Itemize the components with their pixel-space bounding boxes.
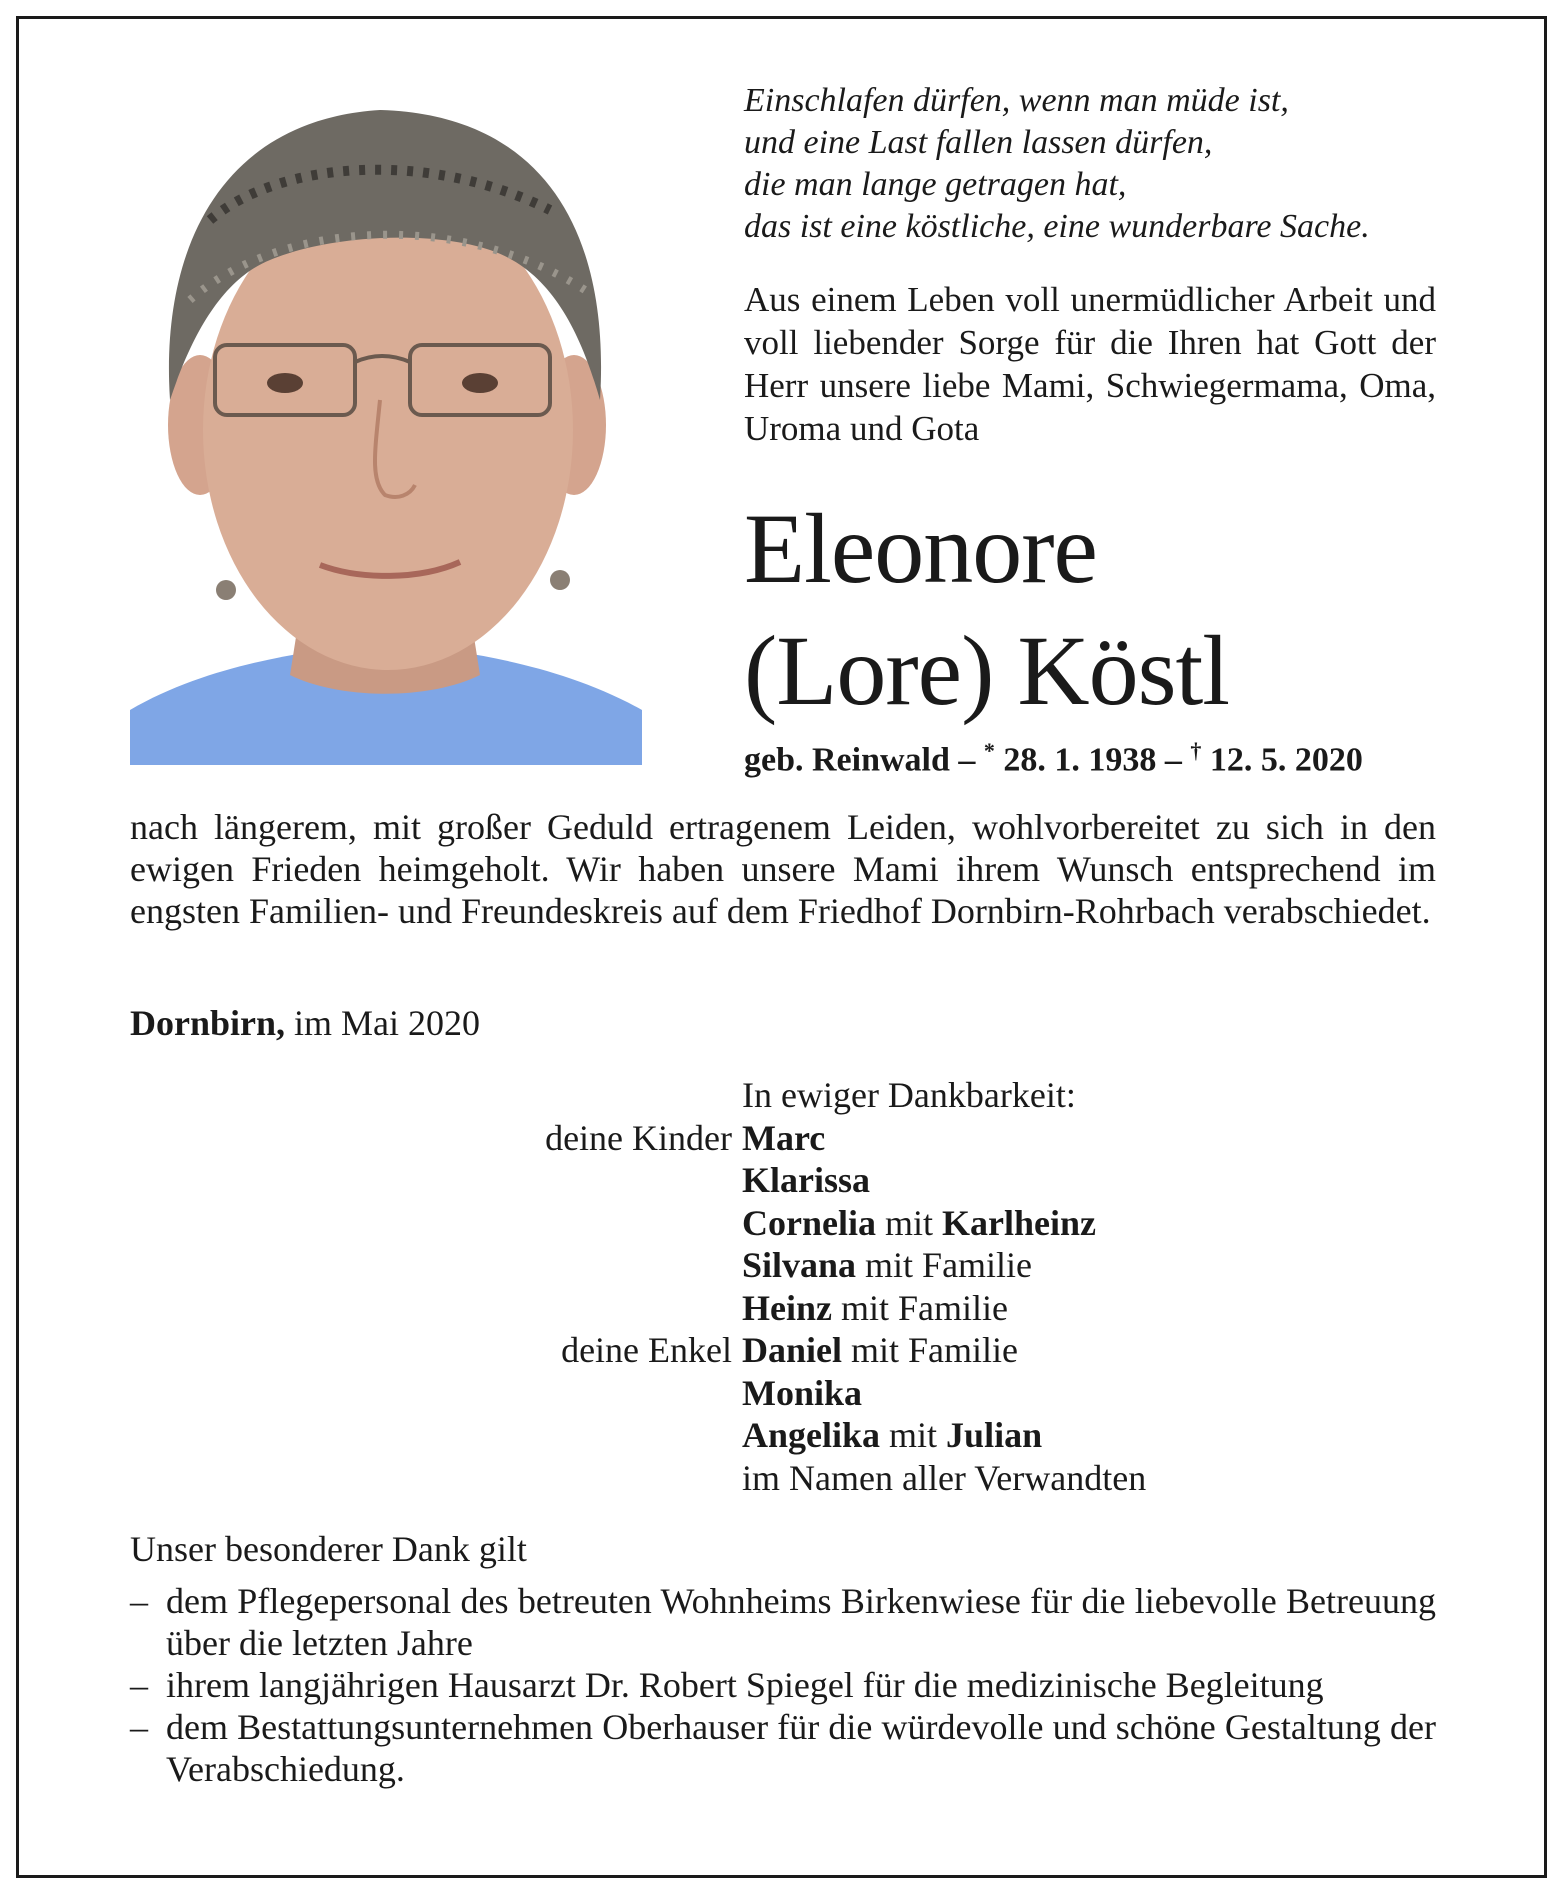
died-mark: † [1190,738,1202,763]
family-relation-label [430,1372,742,1415]
poem-line: Einschlafen dürfen, wenn man müde ist, [744,82,1289,119]
thanks-item [130,1580,1436,1664]
family-relation-label [430,1287,742,1330]
name-line-2: (Lore) Köstl [744,615,1230,726]
family-member-rest: mit Familie [831,1287,1008,1328]
birth-date: 28. 1. 1938 [994,741,1157,779]
family-relation-label: deine Kinder [545,1117,732,1158]
family-member-rest: mit Familie [856,1245,1033,1285]
family-member [742,1372,862,1415]
body-paragraph: nach längerem, mit großer Geduld ertragenem Leiden, wohlvorbereitet zu sich in den ewigen Frieden heimgeholt. Wir haben unsere Mami ihrem Wunsch entsprechend im engsten Familien- und Freundeskreis auf dem Friedhof Dornbirn-Rohrbach verabschiedet. [130,807,1436,931]
maiden-name: geb. Reinwald [744,741,950,779]
family-member-name: Marc [742,1117,826,1158]
place-city: Dornbirn, [130,1003,286,1043]
family-row [430,1329,1330,1372]
portrait-illustration [130,100,642,765]
death-date: 12. 5. 2020 [1201,741,1363,779]
family-member [742,1457,1146,1500]
portrait-photo [130,100,642,765]
thanks-dash: – [130,1581,148,1621]
family-relation-label [430,1244,742,1287]
family-member-partner: Julian [946,1415,1043,1455]
family-rows [430,1117,1330,1500]
thanks-item [130,1706,1436,1790]
birth-death-line [744,730,1504,781]
family-member [742,1329,1018,1372]
place-date [130,1002,830,1044]
family-member-name: Monika [742,1372,863,1413]
place-date-text: im Mai 2020 [285,1003,481,1043]
deceased-name [744,488,1504,732]
family-row [430,1202,1330,1245]
family-member-rest: im Namen aller Verwandten [742,1457,1147,1498]
family-member-rest: mit [875,1202,942,1243]
family-row [430,1117,1330,1160]
thanks-item-text: ihrem langjährigen Hausarzt Dr. Robert Spiegel für die medizinische Begleitung [166,1665,1324,1705]
family-member-name: Angelika [742,1415,881,1455]
family-member [742,1117,825,1160]
family-member [742,1287,1008,1330]
family-relation-label [430,1159,742,1202]
family-member [742,1202,1096,1245]
family-header: In ewiger Dankbarkeit: [742,1075,1076,1115]
thanks-dash: – [130,1707,148,1747]
thanks-item-text: dem Bestattungsunternehmen Oberhauser für die würdevolle und schöne Gestaltung der Verabschiedung. [166,1707,1436,1789]
family-member [742,1244,1032,1287]
thanks-item [130,1664,1436,1706]
family-relation-label: deine Enkel [561,1330,732,1370]
family-row [430,1414,1330,1457]
family-member-name: Heinz [742,1287,832,1328]
family-relation-label [430,1202,742,1245]
born-mark: * [983,738,995,763]
separator: – [1156,741,1191,779]
thanks-section [130,1528,1436,1790]
family-relation-label [430,1457,742,1500]
family-member-name: Daniel [742,1330,843,1370]
poem-line: und eine Last fallen lassen dürfen, [744,124,1213,161]
family-member-name: Cornelia [742,1202,876,1243]
family-row [430,1372,1330,1415]
poem-line: das ist eine köstliche, eine wunderbare Sache. [744,208,1370,245]
family-relation-label [430,1414,742,1457]
family-row [430,1244,1330,1287]
family-member-partner: Karlheinz [942,1202,1096,1243]
family-member-rest: mit Familie [842,1330,1019,1370]
poem [744,80,1504,248]
family-member [742,1159,870,1202]
thanks-item-text: dem Pflegepersonal des betreuten Wohnheims Birkenwiese für die liebevolle Betreuung über die letzten Jahre [166,1581,1436,1663]
thanks-dash: – [130,1665,148,1705]
poem-line: die man lange getragen hat, [744,166,1127,203]
separator: – [949,741,984,779]
family-row [430,1287,1330,1330]
family-member-rest: mit [880,1415,947,1455]
family-member-name: Klarissa [742,1160,871,1200]
thanks-title: Unser besonderer Dank gilt [130,1529,527,1569]
thanks-list [130,1580,1436,1790]
family-row [430,1457,1330,1500]
family-list [430,1070,1330,1499]
family-member-name: Silvana [742,1245,857,1285]
family-header-row [430,1070,1330,1117]
intro-text: Aus einem Leben voll unermüdlicher Arbeit und voll liebender Sorge für die Ihren hat Gott der Herr unsere liebe Mami, Schwiegermama, Oma, Uroma und Gota [744,280,1436,448]
name-line-1: Eleonore [744,493,1097,604]
family-row [430,1159,1330,1202]
family-member [742,1414,1042,1457]
